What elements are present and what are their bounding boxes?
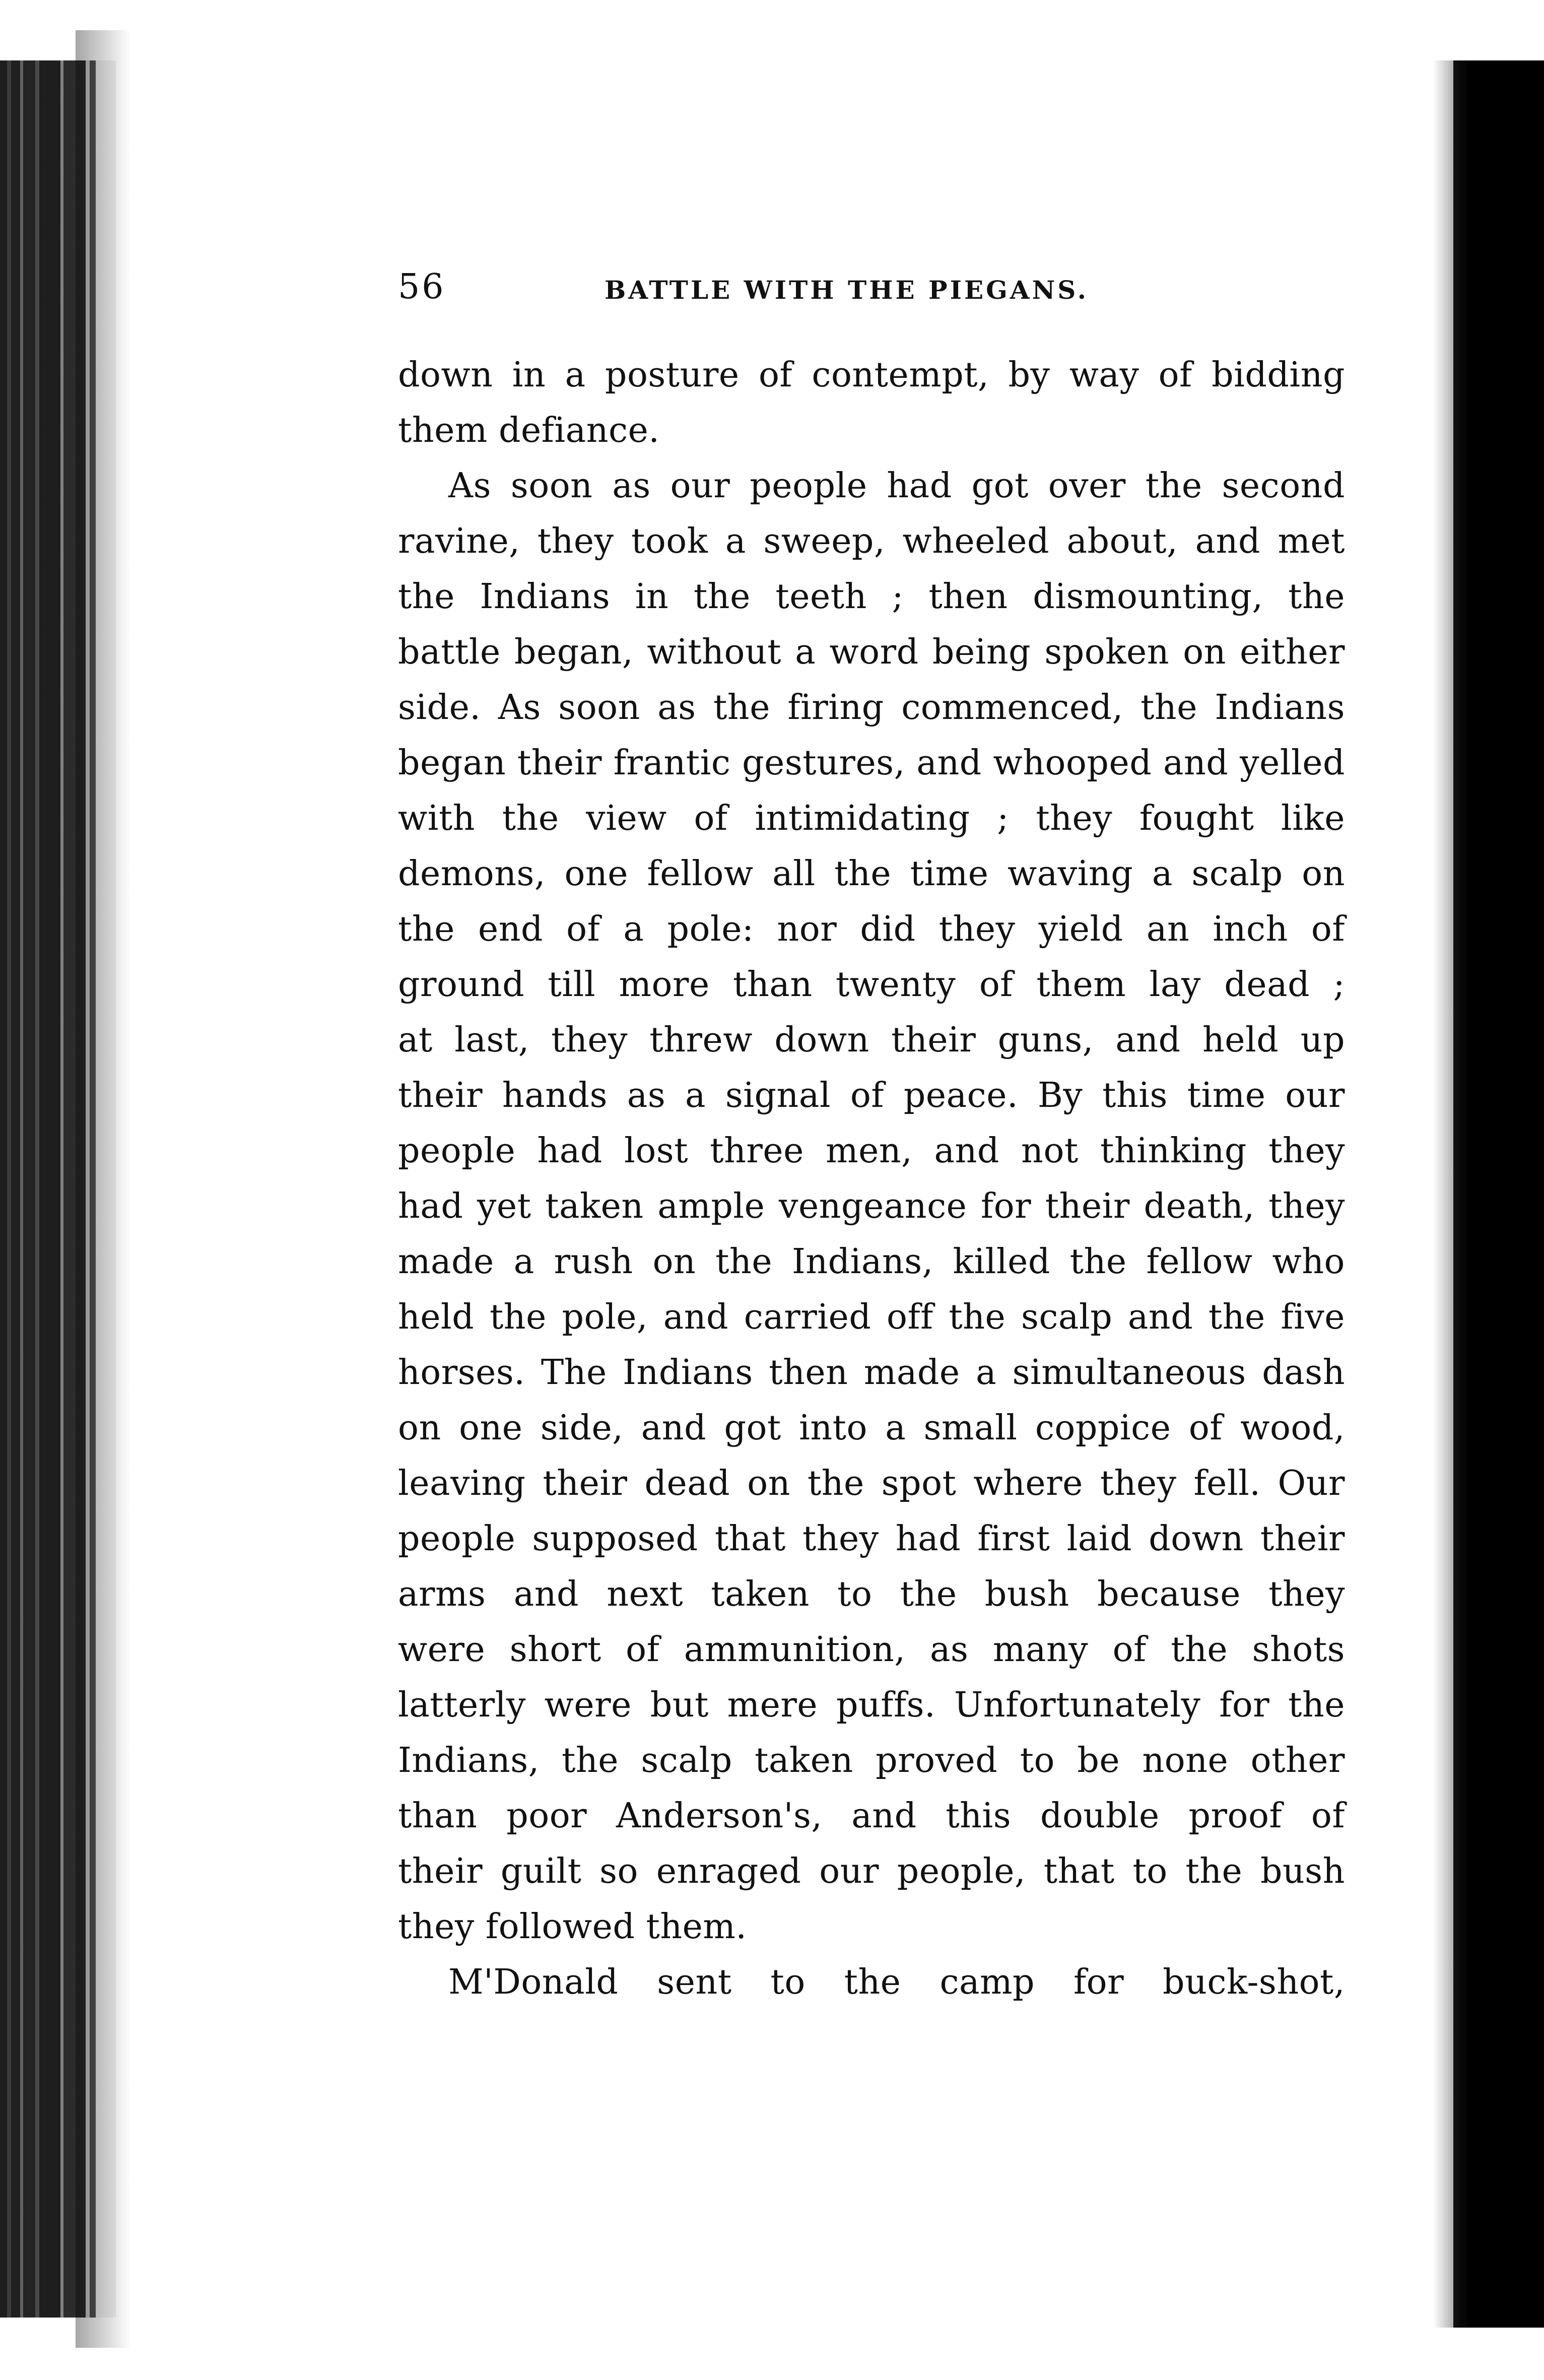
text-line: people supposed that they had first laid down their <box>398 1519 1345 1559</box>
text-line: them defiance. <box>398 411 660 450</box>
text-line: leaving their dead on the spot where they fell. Our <box>398 1464 1345 1503</box>
text-line: the end of a pole: nor did they yield an inch of <box>398 909 1345 949</box>
text-line: made a rush on the Indians, killed the fellow who <box>398 1242 1345 1282</box>
text-line: had yet taken ample vengeance for their death, they <box>398 1186 1345 1226</box>
text-line: held the pole, and carried off the scalp and the five <box>398 1297 1345 1337</box>
text-line: down in a posture of contempt, by way of bidding <box>398 355 1345 395</box>
text-line: began their frantic gestures, and whooped and yelled <box>398 743 1345 783</box>
text-line: arms and next taken to the bush because they <box>398 1574 1345 1614</box>
text-line: ravine, they took a sweep, wheeled about, and met <box>398 521 1345 561</box>
text-line: horses. The Indians then made a simultaneous dash <box>398 1353 1345 1393</box>
text-line: demons, one fellow all the time waving a scalp on <box>398 854 1345 894</box>
text-line: were short of ammunition, as many of the shots <box>398 1630 1345 1670</box>
body-text <box>398 348 1345 2010</box>
text-line: with the view of intimidating ; they fought like <box>398 799 1345 838</box>
page-number: 56 <box>398 267 446 307</box>
text-line: As soon as our people had got over the second <box>448 466 1345 506</box>
text-line: side. As soon as the firing commenced, the Indians <box>398 688 1345 728</box>
text-line: than poor Anderson's, and this double proof of <box>398 1796 1345 1836</box>
text-line: latterly were but mere puffs. Unfortunately for the <box>398 1685 1345 1725</box>
text-line: on one side, and got into a small coppice of wood, <box>398 1408 1345 1448</box>
text-line: ground till more than twenty of them lay dead ; <box>398 965 1345 1005</box>
text-line: battle began, without a word being spoken on either <box>398 632 1345 672</box>
text-line: at last, they threw down their guns, and held up <box>398 1020 1345 1060</box>
text-line: people had lost three men, and not thinking they <box>398 1131 1345 1171</box>
text-line: the Indians in the teeth ; then dismounting, the <box>398 577 1345 617</box>
page-header <box>398 267 1345 327</box>
text-line: they followed them. <box>398 1907 747 1947</box>
text-line: M'Donald sent to the camp for buck-shot, <box>448 1962 1345 2002</box>
running-title: BATTLE WITH THE PIEGANS. <box>605 275 1089 305</box>
text-line: their guilt so enraged our people, that to the bush <box>398 1852 1345 1891</box>
text-line: Indians, the scalp taken proved to be none other <box>398 1741 1345 1780</box>
text-line: their hands as a signal of peace. By this time our <box>398 1076 1345 1115</box>
